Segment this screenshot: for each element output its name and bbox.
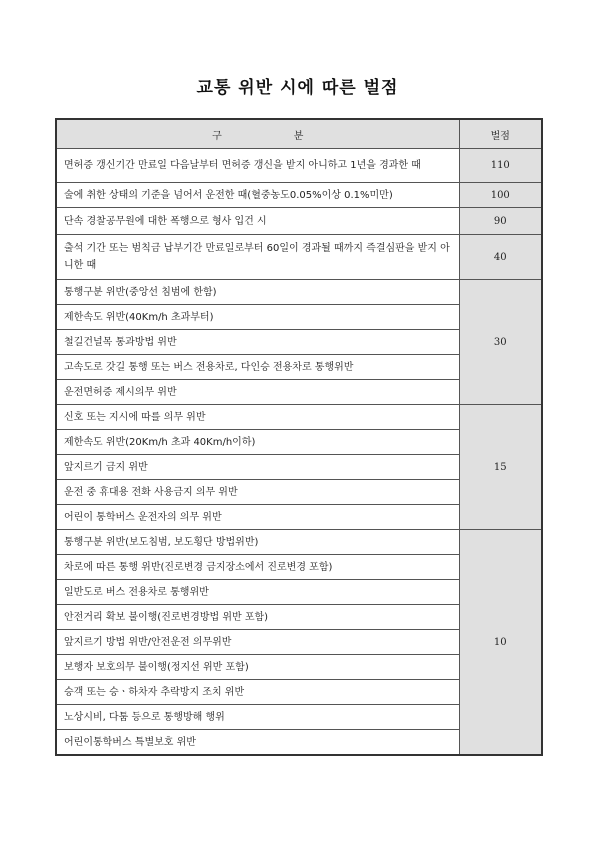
- table-row: [56, 235, 542, 280]
- violation-description: 운전 중 휴대용 전화 사용금지 의무 위반: [56, 480, 459, 505]
- violation-description: 차로에 따른 통행 위반(진로변경 금지장소에서 진로변경 포함): [56, 555, 459, 580]
- violation-description: 운전면허증 제시의무 위반: [56, 380, 459, 405]
- violation-description: 앞지르기 금지 위반: [56, 455, 459, 480]
- violation-description: 단속 경찰공무원에 대한 폭행으로 형사 입건 시: [56, 208, 459, 235]
- table-row: [56, 530, 542, 555]
- violation-description: 안전거리 확보 불이행(진로변경방법 위반 포함): [56, 605, 459, 630]
- violation-description: 어린이통학버스 특별보호 위반: [56, 730, 459, 756]
- penalty-points-table: [55, 118, 543, 756]
- points-header: 벌점: [459, 119, 542, 149]
- table-row: [56, 208, 542, 235]
- document-title: 교통 위반 시에 따른 벌점: [196, 78, 399, 98]
- violation-description: 술에 취한 상태의 기준을 넘어서 운전한 때(혈중농도0.05%이상 0.1%미만): [56, 183, 459, 208]
- violation-description: 제한속도 위반(40Km/h 초과부터): [56, 305, 459, 330]
- penalty-points-cell: 90: [459, 208, 542, 235]
- table-row: [56, 149, 542, 183]
- violation-description: 고속도로 갓길 통행 또는 버스 전용차로, 다인승 전용차로 통행위반: [56, 355, 459, 380]
- penalty-points-cell: 10: [459, 530, 542, 756]
- violation-description: 신호 또는 지시에 따를 의무 위반: [56, 405, 459, 430]
- violation-description: 통행구분 위반(중앙선 침범에 한함): [56, 280, 459, 305]
- category-header-label: 구분: [212, 130, 376, 142]
- penalty-points-cell: 15: [459, 405, 542, 530]
- violation-description: 어린이 통학버스 운전자의 의무 위반: [56, 505, 459, 530]
- table-header-row: [56, 119, 542, 149]
- violation-description: 철길건널목 통과방법 위반: [56, 330, 459, 355]
- penalty-table-body: [56, 119, 542, 755]
- violation-description: 승객 또는 승ㆍ하차자 추락방지 조치 위반: [56, 680, 459, 705]
- violation-description: 제한속도 위반(20Km/h 초과 40Km/h이하): [56, 430, 459, 455]
- penalty-points-cell: 40: [459, 235, 542, 280]
- violation-description: 면허증 갱신기간 만료일 다음날부터 면허증 갱신을 받지 아니하고 1년을 경과한 때: [56, 149, 459, 183]
- category-header: [56, 119, 459, 149]
- violation-description: 출석 기간 또는 범칙금 납부기간 만료일로부터 60일이 경과될 때까지 즉결심판을 받지 아니한 때: [56, 235, 459, 280]
- violation-description: 앞지르기 방법 위반/안전운전 의무위반: [56, 630, 459, 655]
- table-row: [56, 280, 542, 305]
- violation-description: 통행구분 위반(보도침범, 보도횡단 방법위반): [56, 530, 459, 555]
- penalty-points-cell: 100: [459, 183, 542, 208]
- table-row: [56, 183, 542, 208]
- table-row: [56, 405, 542, 430]
- penalty-points-cell: 30: [459, 280, 542, 405]
- penalty-points-cell: 110: [459, 149, 542, 183]
- violation-description: 보행자 보호의무 불이행(정지선 위반 포함): [56, 655, 459, 680]
- violation-description: 일반도로 버스 전용차로 통행위반: [56, 580, 459, 605]
- violation-description: 노상시비, 다툼 등으로 통행방해 행위: [56, 705, 459, 730]
